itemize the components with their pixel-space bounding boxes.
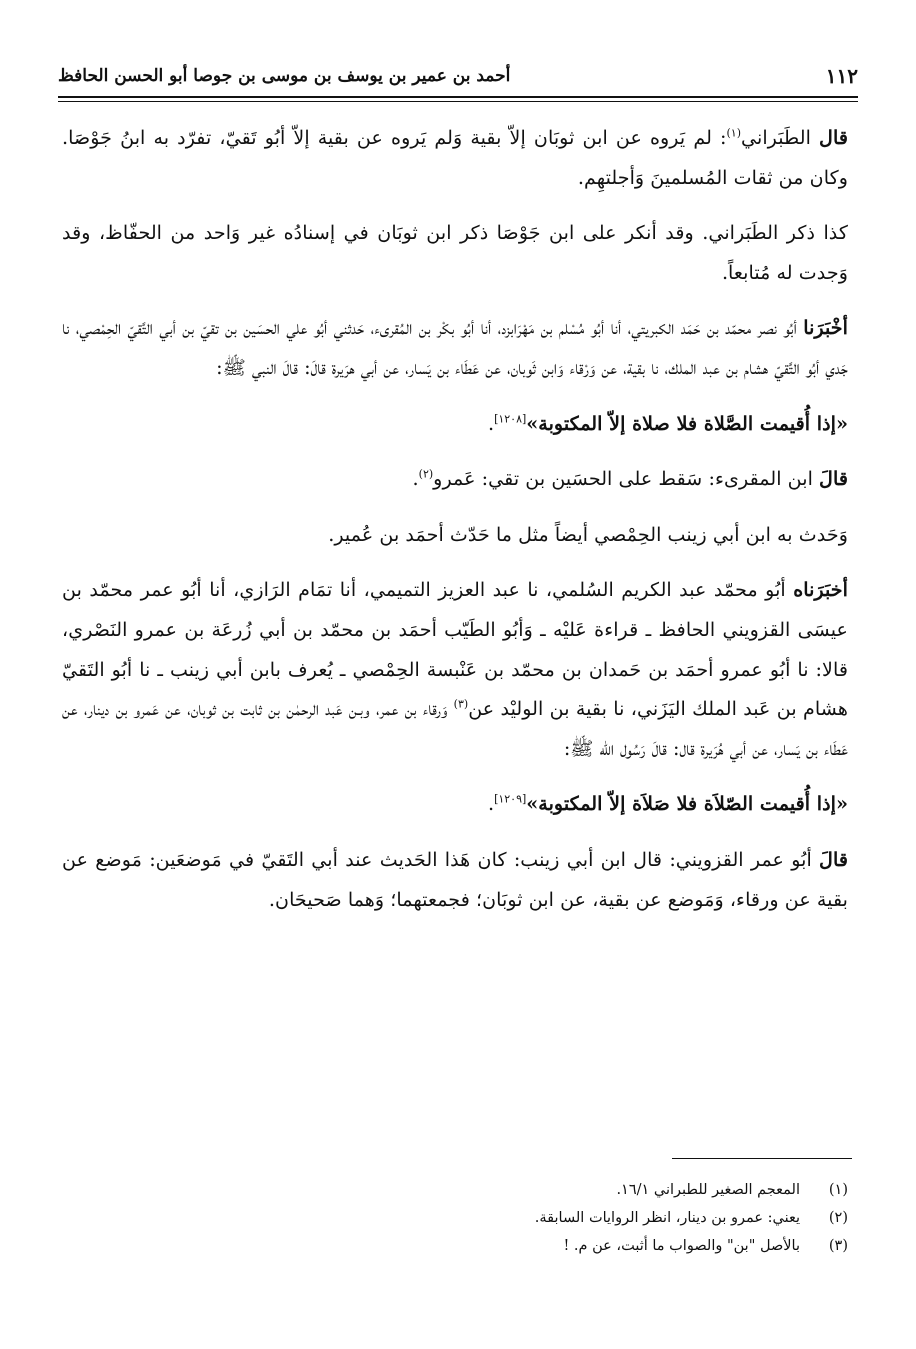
footnote bbox=[62, 1204, 848, 1232]
paragraph-lead: أخبَرَناه bbox=[793, 578, 848, 602]
footnote-rule bbox=[672, 1158, 852, 1159]
footnote-text: بالأصل "بن" والصواب ما أثبت، عن م. ! bbox=[563, 1238, 800, 1254]
footnote-text: المعجم الصغير للطبراني ١٦/١. bbox=[616, 1182, 800, 1198]
paragraph-lead: قالَ bbox=[819, 847, 848, 871]
header-rule-thin bbox=[58, 101, 858, 102]
hadith-number: [١٢٠٨] bbox=[494, 412, 527, 426]
paragraph-2: كذا ذكر الطَبَراني. وقد أنكر على ابن جَوْصَا ذكر ابن ثوبَان في إسنادُه غير وَاحد من الحفّاظ، وقد وَجدت له مُتابعاً. bbox=[62, 221, 848, 284]
footnote-ref: (٢) bbox=[418, 467, 434, 481]
footnotes bbox=[62, 1176, 848, 1260]
main-text bbox=[62, 118, 848, 935]
footnote-number: (١) bbox=[828, 1182, 848, 1198]
paragraph-lead: قال bbox=[819, 126, 849, 149]
paragraph-7: أخبَرَناه أبُو محمّد عبد الكريم السُلمي، نا عبد العزيز التميمي، أنا تمَام الرَازي، أنا أبُو عمر محمّد بن عيسَى القزويني الحافظ ـ قراءة عَليْه ـ وَأبُو الطَيّب أحمَد بن محمّد بن أبي زُرعَة بن عمرو النَصْري، قالا: نا أبُو عمرو أحمَد بن حَمدان بن محمّد بن عَنْبسة الحِمْصي ـ يُعرف بابن أبي زينب ـ نا أبُو التَقيّ هشام بن عَبد الملك اليَزَني، نا بقية بن الوليْد عن$^{(٣)}$ وَرقاء بن عمر، وبـن عَبد الرحمٰن بن ثابت بن ثوبان، عن عَمرو بن دينار، عن عَطَاء بن يَسار، عن أبي هُرَيرة قال: قالَ رَسُول الله ﷺ: bbox=[62, 578, 848, 760]
hadith-number: [١٢٠٩] bbox=[494, 792, 527, 806]
paragraph-5: قالَ ابن المقرىء: سَقط على الحسَين بن تقي: عَمرو$^{(٢)}$. bbox=[412, 467, 848, 491]
page-header bbox=[58, 56, 858, 96]
hadith-text: «إذا أُقيمت الصَّلاة فلا صلاة إلاّ المكتوبة»[١٢٠٨]. bbox=[487, 411, 848, 435]
paragraph-lead: قالَ bbox=[819, 467, 848, 491]
page-number: ١١٢ bbox=[825, 64, 858, 88]
footnote-number: (٢) bbox=[828, 1210, 848, 1226]
paragraph-9: قالَ أبُو عمر القزويني: قال ابن أبي زينب: كان هَذا الحَديث عند أبي التَقيّ في مَوضعَين: مَوضع عن بقية عن ورقاء، وَمَوضع عن بقية، عن ابن ثوبَان؛ فجمعتهما؛ وَهما صَحيحَان. bbox=[62, 847, 848, 911]
paragraph-6: وَحَدث به ابن أبي زينب الحِمْصي أيضاً مثل ما حَدّث أحمَد بن عُمير. bbox=[328, 522, 848, 546]
running-title: أحمد بن عمير بن يوسف بن موسى بن جوصا أبو الحسن الحافظ bbox=[58, 66, 511, 86]
footnote-ref: (٣) bbox=[453, 697, 469, 711]
footnote-text: يعني: عمرو بن دينار، انظر الروايات السابقة. bbox=[534, 1210, 800, 1226]
paragraph-1: قال الطَبَراني$^{(١)}$: لم يَروه عن ابن ثوبَان إلاّ بقية وَلم يَروه عن بقية إلاّ أبُو تَقيّ، تفرّد به ابنُ جَوْصَا. وكان من ثقات المُسلمينَ وَأجلتهِم. bbox=[62, 126, 849, 189]
footnote bbox=[62, 1176, 848, 1204]
header-rule bbox=[58, 96, 858, 98]
footnote bbox=[62, 1232, 848, 1260]
footnote-ref: (١) bbox=[726, 126, 741, 140]
paragraph-lead: أخْبَرَنا bbox=[803, 316, 848, 340]
hadith-text: «إذا أُقيمت الصّلاَة فلا صَلاَة إلاّ المكتوبة»[١٢٠٩]. bbox=[487, 792, 848, 816]
paragraph-3: أخْبَرَنا أبُو نصر محمّد بن حَمَد الكبريتي، أنا أبُو مُسْلم بن مَهْرَابزد، أنا أبُو بكْر بن المُقرىء، حَدثني أبُو علي الحسَين بن تقيّ بن أبي التَّقيّ الحِمْصي، نا جَدي أبُو التَّقيّ هشام بن عبد الملك، نا بقية، عن وَرْقاء وَابن ثَوبان، عن عَطَاء بن يَسار، عن أبي هرَيرة قالَ: قالَ النبي ﷺ: bbox=[62, 316, 848, 379]
footnote-number: (٣) bbox=[828, 1238, 848, 1254]
